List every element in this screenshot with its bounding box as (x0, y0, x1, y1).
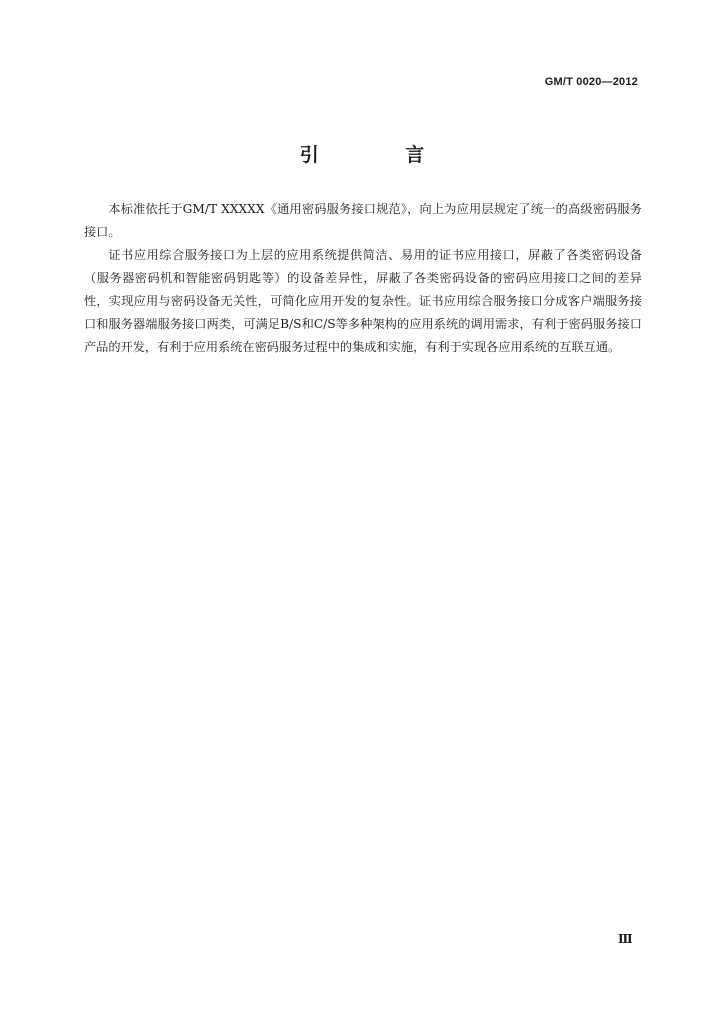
standard-code-header: GM/T 0020—2012 (544, 76, 638, 88)
body-text (84, 198, 642, 359)
paragraph-2: 证书应用综合服务接口为上层的应用系统提供简洁、易用的证书应用接口，屏蔽了各类密码设备（服务器密码机和智能密码钥匙等）的设备差异性，屏蔽了各类密码设备的密码应用接口之间的差异性，实现应用与密码设备无关性，可简化应用开发的复杂性。证书应用综合服务接口分成客户端服务接口和服务器端服务接口两类，可满足B/S和C/S等多种架构的应用系统的调用需求，有利于密码服务接口产品的开发，有利于应用系统在密码服务过程中的集成和实施，有利于实现各应用系统的互联互通。 (84, 248, 642, 354)
section-title: 引 言 (299, 144, 465, 166)
page-number: Ⅲ (618, 932, 632, 946)
paragraph-1: 本标准依托于GM/T XXXXX《通用密码服务接口规范》，向上为应用层规定了统一的高级密码服务接口。 (84, 202, 642, 239)
